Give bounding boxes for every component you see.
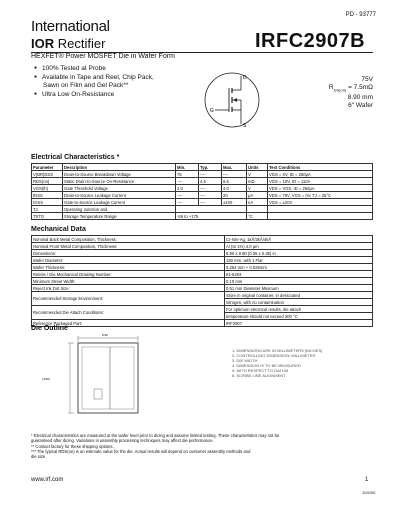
note-line: 5. WITH RESPECT TO DATUM <box>232 368 289 373</box>
table-row: Nominal Back Metal Composition, Thickness: Cr-NiV-Ag, 1kÅ/3kÅ/4kÅ <box>32 236 373 243</box>
pd-number: PD - 93777 <box>345 12 376 18</box>
table-row: temperature should not exceed 300 °C <box>32 313 373 320</box>
mechanical-title: Mechanical Data <box>31 226 86 233</box>
note-line: 3. DIE WIDTH <box>232 358 258 363</box>
footnote-line: die size. <box>31 454 47 460</box>
table-row: Reference Packaged Part: IRF2907 <box>32 320 373 327</box>
die-outline-drawing <box>40 333 160 428</box>
page-number: 1 <box>365 477 369 483</box>
die-notes <box>232 348 372 378</box>
table-row: Dimensions: 8.90 x 8.90 (0.35 x 0.35) in <box>32 250 373 257</box>
table-header-row: Parameter Description Min. Typ. Max. Units Test Conditions <box>32 164 373 171</box>
ior-logo: IOR <box>31 36 55 51</box>
die-outline-title: Die Outline <box>31 325 68 332</box>
table-row: IDSS Drain-to-Source Leakage Current ---- ---- 20 μA VDS = 75V, VGS = 0V, TJ = 25°C <box>32 192 373 199</box>
note-line: 2. CONTROLLING DIMENSION: MILLIMETER <box>232 353 316 358</box>
brand-logo <box>31 36 105 51</box>
table-row: Wafer Diameter: 150 mm, with 1 Flat <box>32 257 373 264</box>
drain-label: D <box>243 75 247 81</box>
table-row: nitrogen, with no contamination <box>32 299 373 306</box>
electrical-title: Electrical Characteristics * <box>31 154 120 161</box>
table-row: Nominal Front Metal Composition, Thickness: Al (Si 1%) 4.0 μm <box>32 243 373 250</box>
feature-item: ● Ultra Low On-Resistance <box>34 90 154 99</box>
note-line: 6. SCRIBE LINE ALIGNMENT <box>232 373 286 378</box>
table-row: RDS(on) Static Drain-to-Source On-Resistance ---- 4.5 5.5 mΩ VGS = 10V, ID = 110A <box>32 178 373 185</box>
footer-date: 10/2/00 <box>362 490 376 495</box>
key-specs <box>303 76 373 110</box>
spec-die: 8.90 mm <box>347 94 373 102</box>
table-row: TJ Operating Junction and <box>32 206 373 213</box>
electrical-table <box>31 163 373 220</box>
table-row: IGSS Gate-to-Source Leakage Current ---- ---- ±100 nA VGS = ±20V <box>32 199 373 206</box>
source-label: S <box>243 123 247 129</box>
footnotes <box>31 433 373 459</box>
gate-label: G <box>210 108 214 114</box>
subtitle: HEXFET® Power MOSFET Die in Wafer Form <box>31 53 176 60</box>
footnote-line: ** Contact factory for these shipping options. <box>31 443 114 449</box>
spec-voltage: 75V <box>361 76 373 83</box>
feature-item-continued: Sawn on Film and Gel Pack** <box>43 82 129 89</box>
mosfet-symbol-icon <box>195 60 270 135</box>
footnote-line: *** The typical RDS(on) is an estimate value for the die. Actual results will depend on customer assembly methods and <box>31 448 251 454</box>
footer-url[interactable]: www.irf.com <box>31 477 64 483</box>
feature-item: ● Available in Tape and Reel, Chip Pack, <box>34 73 154 82</box>
table-row: Recommended Die Attach Conditions: For optimum electrical results, die attach <box>32 306 373 313</box>
note-line: 1. DIMENSIONS ARE IN MILLIMETERS [INCHES] <box>232 348 323 353</box>
table-row: V(BR)DSS Drain-to-Source Breakdown Voltage 75 ---- ---- V VGS = 0V, ID = 250μA <box>32 171 373 178</box>
feature-item: ● 100% Tested at Probe <box>34 64 154 73</box>
brand-rectifier: Rectifier <box>57 36 106 51</box>
footnote-line: * Electrical characteristics are measured at the wafer level prior to dicing and assume limited testing. These characteristics may not be <box>31 433 280 438</box>
spec-wafer: 6" Wafer <box>348 102 373 110</box>
table-row: Reject Ink Dot Size: 0.51 mm Diameter Minimum <box>32 285 373 292</box>
part-number: IRFC2907B <box>255 30 366 52</box>
feature-list <box>34 64 154 99</box>
table-row: Reticle / Die Mechanical Drawing Number: 01-5403 <box>32 271 373 278</box>
spec-rdson: $R_{DS(on)} = 7.5m\Omega$ <box>328 84 373 93</box>
mechanical-table <box>31 235 373 327</box>
die-dim-top: 8.90 <box>102 333 108 337</box>
table-row: Recommended Storage Environment: Store in original container, in desiccated <box>32 292 373 299</box>
table-row: TSTG Storage Temperature Range -55 to +175 °C <box>32 213 373 220</box>
table-row: VGS(th) Gate Threshold Voltage 2.0 ---- 4.0 V VDS = VGS, ID = 250μA <box>32 185 373 192</box>
die-dim-left: [.350] <box>42 377 50 381</box>
brand-name: International <box>31 18 110 35</box>
table-row: Minimum Street Width: 0.10 mm <box>32 278 373 285</box>
footnote-line: guaranteed after dicing. Variations in assembly processing techniques may affect die performance. <box>31 438 214 444</box>
table-row: Wafer Thickness: 0.254 mm + 0.025mm <box>32 264 373 271</box>
note-line: 4. DIMENSION IS TO BE MEASURED <box>232 363 301 368</box>
